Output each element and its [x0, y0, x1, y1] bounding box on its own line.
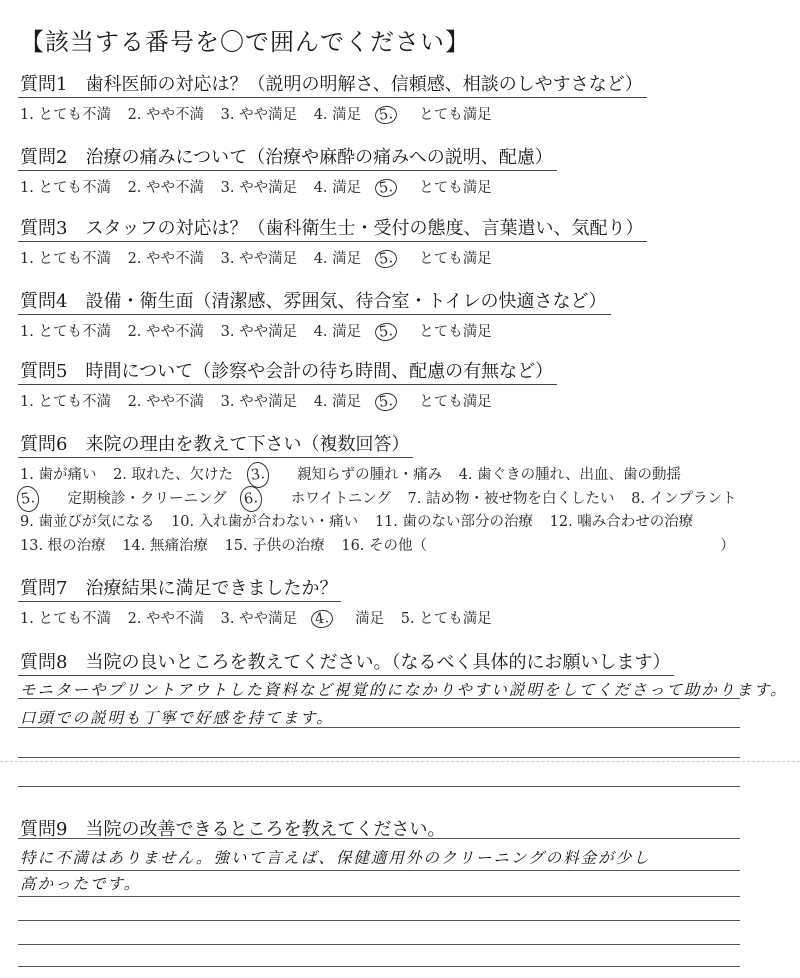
option-3[interactable]: 3. やや満足: [220, 324, 298, 340]
question-3-options: [18, 247, 738, 268]
question-7: [18, 574, 738, 628]
option-4[interactable]: 4. 満足: [313, 107, 362, 123]
option-3[interactable]: 3. やや満足: [220, 107, 298, 123]
q9-handwritten-answer-line-1: 特に不満はありません。強いて言えば、保健適用外のクリーニングの料金が少し: [20, 849, 651, 867]
answer-line: [18, 757, 740, 758]
option-6-selected[interactable]: [243, 491, 274, 507]
answer-line: [18, 966, 740, 967]
question-8-heading: 質問8 当院の良いところを教えてください。（なるべく具体的にお願いします）: [18, 648, 674, 676]
question-2: [18, 143, 738, 197]
option-12[interactable]: 12. 噛み合わせの治療: [549, 514, 694, 530]
option-10[interactable]: 10. 入れ歯が合わない・痛い: [171, 514, 359, 530]
question-4-heading: 質問4 設備・衛生面（清潔感、雰囲気、待合室・トイレの快適さなど）: [18, 287, 611, 315]
option-5-selected[interactable]: [378, 324, 409, 340]
option-3-selected[interactable]: [250, 467, 281, 483]
hand-circle-mark: 5.: [374, 322, 398, 343]
option-1[interactable]: 1. とても不満: [20, 324, 111, 340]
hand-circle-mark: 5.: [374, 178, 398, 199]
question-7-heading: 質問7 治療結果に満足できましたか？: [18, 574, 341, 602]
answer-line: [18, 896, 740, 897]
q8-handwritten-answer-line-1: モニターやプリントアウトした資料など視覚的になかりやすい説明をしてくださって助かります。: [20, 681, 788, 699]
answer-line: [18, 944, 740, 945]
question-7-options: [18, 607, 738, 628]
option-15[interactable]: 15. 子供の治療: [224, 538, 325, 554]
other-close-paren: ）: [720, 538, 735, 554]
hand-circle-mark: 3.: [245, 461, 270, 490]
option-4[interactable]: 4. 満足: [313, 324, 362, 340]
option-2[interactable]: 2. やや不満: [127, 394, 205, 410]
answer-line: [18, 786, 740, 787]
question-8: [18, 648, 738, 676]
option-2[interactable]: 2. 取れた、欠けた: [113, 467, 234, 483]
option-5[interactable]: 5. とても満足: [400, 611, 492, 627]
option-3[interactable]: 3. やや満足: [220, 251, 298, 267]
hand-circle-mark: 5.: [374, 105, 398, 126]
option-4[interactable]: 4. 歯ぐきの腫れ、出血、歯の動揺: [458, 467, 681, 483]
option-3-label: 親知らずの腫れ・痛み: [297, 467, 443, 483]
option-1[interactable]: 1. とても不満: [20, 180, 111, 196]
option-5-label: 定期検診・クリーニング: [67, 491, 227, 507]
question-5-options: [18, 390, 738, 411]
question-4-options: [18, 320, 738, 341]
option-5-selected[interactable]: [20, 491, 51, 507]
option-4-label: 満足: [355, 611, 385, 627]
question-9-heading: 質問9 当院の改善できるところを教えてください。: [20, 819, 446, 840]
option-1[interactable]: 1. とても不満: [20, 107, 111, 123]
question-5-heading: 質問5 時間について（診察や会計の待ち時間、配慮の有無など）: [18, 357, 557, 385]
option-11[interactable]: 11. 歯のない部分の治療: [374, 514, 534, 530]
option-6-label: ホワイトニング: [290, 491, 391, 507]
q9-handwritten-answer-line-2: 高かったです。: [20, 875, 142, 893]
option-5-label: とても満足: [419, 394, 492, 410]
options-row-3: [20, 510, 738, 534]
question-1: [18, 70, 738, 124]
option-2[interactable]: 2. やや不満: [127, 107, 205, 123]
question-6-heading: 質問6 来院の理由を教えて下さい（複数回答）: [18, 430, 413, 458]
option-3[interactable]: 3. やや満足: [220, 394, 298, 410]
option-8[interactable]: 8. インプラント: [631, 491, 737, 507]
option-7[interactable]: 7. 詰め物・被せ物を白くしたい: [407, 491, 615, 507]
option-14[interactable]: 14. 無痛治療: [122, 538, 208, 554]
option-5-label: とても満足: [419, 107, 492, 123]
question-3: [18, 214, 738, 268]
option-5-label: とても満足: [419, 251, 492, 267]
option-4[interactable]: 4. 満足: [313, 251, 362, 267]
hand-circle-mark: 5.: [374, 249, 398, 270]
answer-line: [18, 870, 740, 871]
question-3-heading: 質問3 スタッフの対応は？（歯科衛生士・受付の態度、言葉遣い、気配り）: [18, 214, 647, 242]
option-2[interactable]: 2. やや不満: [127, 180, 205, 196]
option-5-selected[interactable]: [378, 251, 409, 267]
option-3[interactable]: 3. やや満足: [220, 611, 298, 627]
option-13[interactable]: 13. 根の治療: [20, 538, 106, 554]
option-5-label: とても満足: [419, 180, 492, 196]
option-1[interactable]: 1. とても不満: [20, 251, 111, 267]
option-16[interactable]: 16. その他（: [341, 538, 428, 554]
option-4-selected[interactable]: [314, 611, 345, 627]
option-2[interactable]: 2. やや不満: [127, 251, 205, 267]
options-row-4: [20, 534, 738, 558]
option-5-label: とても満足: [419, 324, 492, 340]
option-1[interactable]: 1. とても不満: [20, 394, 111, 410]
page-title: 【該当する番号を〇で囲んでください】: [20, 28, 470, 56]
option-2[interactable]: 2. やや不満: [127, 611, 205, 627]
hand-circle-mark: 6.: [239, 485, 264, 514]
option-1[interactable]: 1. 歯が痛い: [20, 467, 97, 483]
option-5-selected[interactable]: [378, 394, 409, 410]
option-1[interactable]: 1. とても不満: [20, 611, 111, 627]
hand-circle-mark: 5.: [15, 485, 40, 514]
options-row-2: [20, 486, 738, 510]
answer-line: [18, 838, 740, 839]
question-1-heading: 質問1 歯科医師の対応は？（説明の明解さ、信頼感、相談のしやすさなど）: [18, 70, 647, 98]
option-3[interactable]: 3. やや満足: [220, 180, 298, 196]
option-4[interactable]: 4. 満足: [313, 180, 362, 196]
answer-line: [18, 920, 740, 921]
question-6-options: [18, 462, 738, 558]
question-5: [18, 357, 738, 411]
hand-circle-mark: 4.: [310, 609, 334, 630]
options-row-1: [20, 462, 738, 486]
option-5-selected[interactable]: [378, 107, 409, 123]
hand-circle-mark: 5.: [374, 392, 398, 413]
question-4: [18, 287, 738, 341]
option-4[interactable]: 4. 満足: [313, 394, 362, 410]
option-2[interactable]: 2. やや不満: [127, 324, 205, 340]
question-6: [18, 430, 738, 558]
question-2-heading: 質問2 治療の痛みについて（治療や麻酔の痛みへの説明、配慮）: [18, 143, 557, 171]
option-9[interactable]: 9. 歯並びが気になる: [20, 514, 155, 530]
scan-seam: [0, 761, 800, 762]
question-2-options: [18, 176, 738, 197]
q8-handwritten-answer-line-2: 口頭での説明も丁寧で好感を持てます。: [20, 709, 334, 727]
option-5-selected[interactable]: [378, 180, 409, 196]
question-1-options: [18, 103, 738, 124]
